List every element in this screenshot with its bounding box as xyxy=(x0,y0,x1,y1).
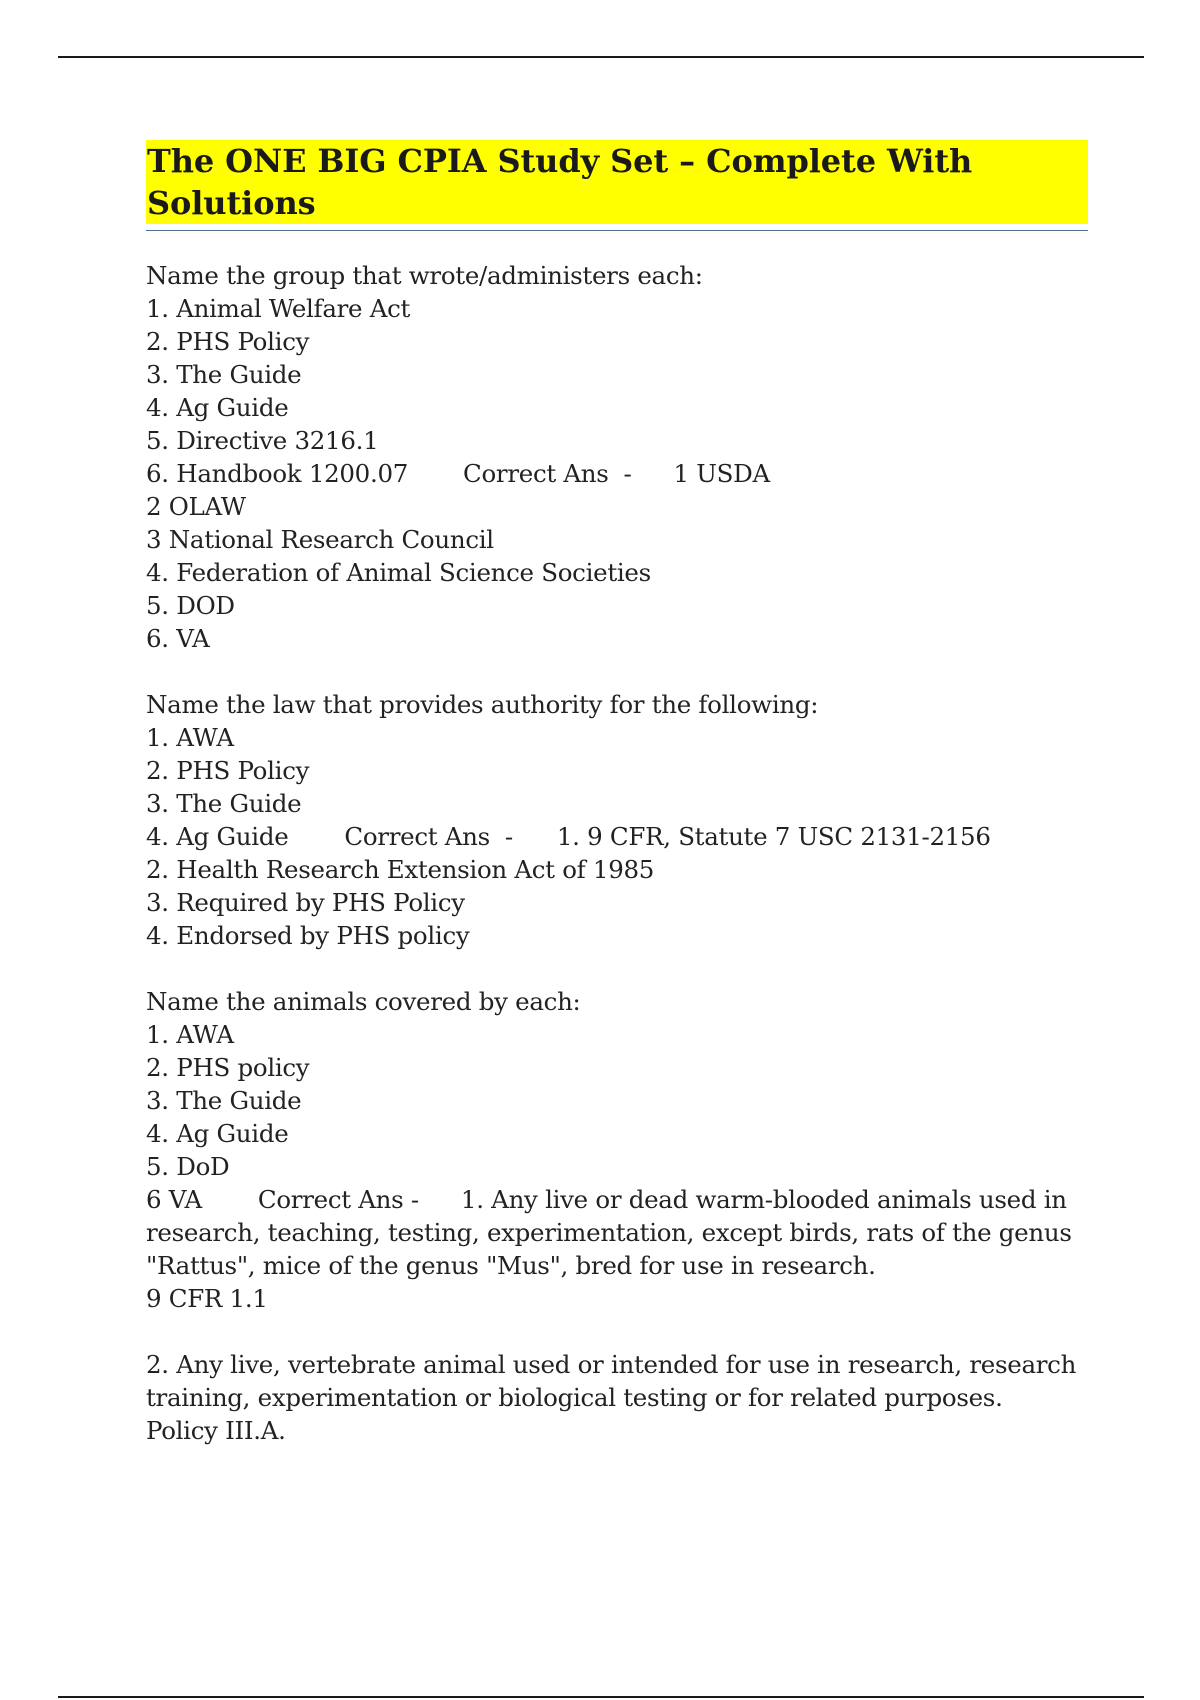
answer-line xyxy=(146,820,1086,853)
answer-line xyxy=(146,1183,1086,1282)
correct-ans-label: Correct Ans - xyxy=(344,822,513,851)
question-item: 4. Ag Guide xyxy=(146,393,289,422)
question-item: 5. DoD xyxy=(146,1152,230,1181)
document-body xyxy=(146,140,1086,1447)
footer-rule xyxy=(58,1696,1144,1698)
answer-item: 4. Endorsed by PHS policy xyxy=(146,921,470,950)
question-section-1 xyxy=(146,259,1086,655)
correct-ans-label: Correct Ans - xyxy=(257,1185,419,1214)
section-gap xyxy=(146,952,1086,985)
answer-reference: Policy III.A. xyxy=(146,1416,286,1445)
answer-item: 3. Required by PHS Policy xyxy=(146,888,465,917)
question-item: 2. PHS Policy xyxy=(146,327,310,356)
answer-text: 1. 9 CFR, Statute 7 USC 2131-2156 xyxy=(556,822,991,851)
question-item: 6. Handbook 1200.07 xyxy=(146,459,409,488)
question-section-2 xyxy=(146,688,1086,952)
answer-item: 2. Health Research Extension Act of 1985 xyxy=(146,855,655,884)
question-item: 2. PHS policy xyxy=(146,1053,310,1082)
question-item: 3. The Guide xyxy=(146,360,302,389)
correct-ans-label: Correct Ans - xyxy=(463,459,632,488)
answer-text: 1. Any live or dead warm-blooded animals used in research, teaching, testing, experimentation, except birds, rats of the genus "Rattus", mice of the genus "Mus", bred for use in research. xyxy=(146,1185,1072,1280)
answer-item: 4. Federation of Animal Science Societies xyxy=(146,558,651,587)
question-prompt: Name the animals covered by each: xyxy=(146,987,581,1016)
title-block xyxy=(146,140,1088,231)
section-gap xyxy=(146,655,1086,688)
question-item: 4. Ag Guide xyxy=(146,822,289,851)
answer-item: 6. VA xyxy=(146,624,210,653)
answer-item: 2 OLAW xyxy=(146,492,246,521)
answer-text: 1 USDA xyxy=(673,459,770,488)
paragraph-gap xyxy=(146,1315,1086,1348)
answer-paragraph: 2. Any live, vertebrate animal used or intended for use in research, research training, experimentation or biological testing or for related purposes. xyxy=(146,1350,1077,1412)
question-item: 3. The Guide xyxy=(146,789,302,818)
question-item: 1. Animal Welfare Act xyxy=(146,294,411,323)
header-rule xyxy=(58,56,1144,58)
question-section-3 xyxy=(146,985,1086,1447)
question-item: 5. Directive 3216.1 xyxy=(146,426,379,455)
question-item: 2. PHS Policy xyxy=(146,756,310,785)
question-prompt: Name the law that provides authority for the following: xyxy=(146,690,819,719)
question-item: 6 VA xyxy=(146,1185,202,1214)
answer-reference: 9 CFR 1.1 xyxy=(146,1284,268,1313)
answer-item: 5. DOD xyxy=(146,591,235,620)
question-item: 3. The Guide xyxy=(146,1086,302,1115)
answer-line xyxy=(146,457,1086,490)
question-prompt: Name the group that wrote/administers each: xyxy=(146,261,703,290)
document-title: The ONE BIG CPIA Study Set – Complete With Solutions xyxy=(146,140,1088,224)
question-item: 4. Ag Guide xyxy=(146,1119,289,1148)
question-item: 1. AWA xyxy=(146,723,234,752)
question-item: 1. AWA xyxy=(146,1020,234,1049)
answer-item: 3 National Research Council xyxy=(146,525,494,554)
